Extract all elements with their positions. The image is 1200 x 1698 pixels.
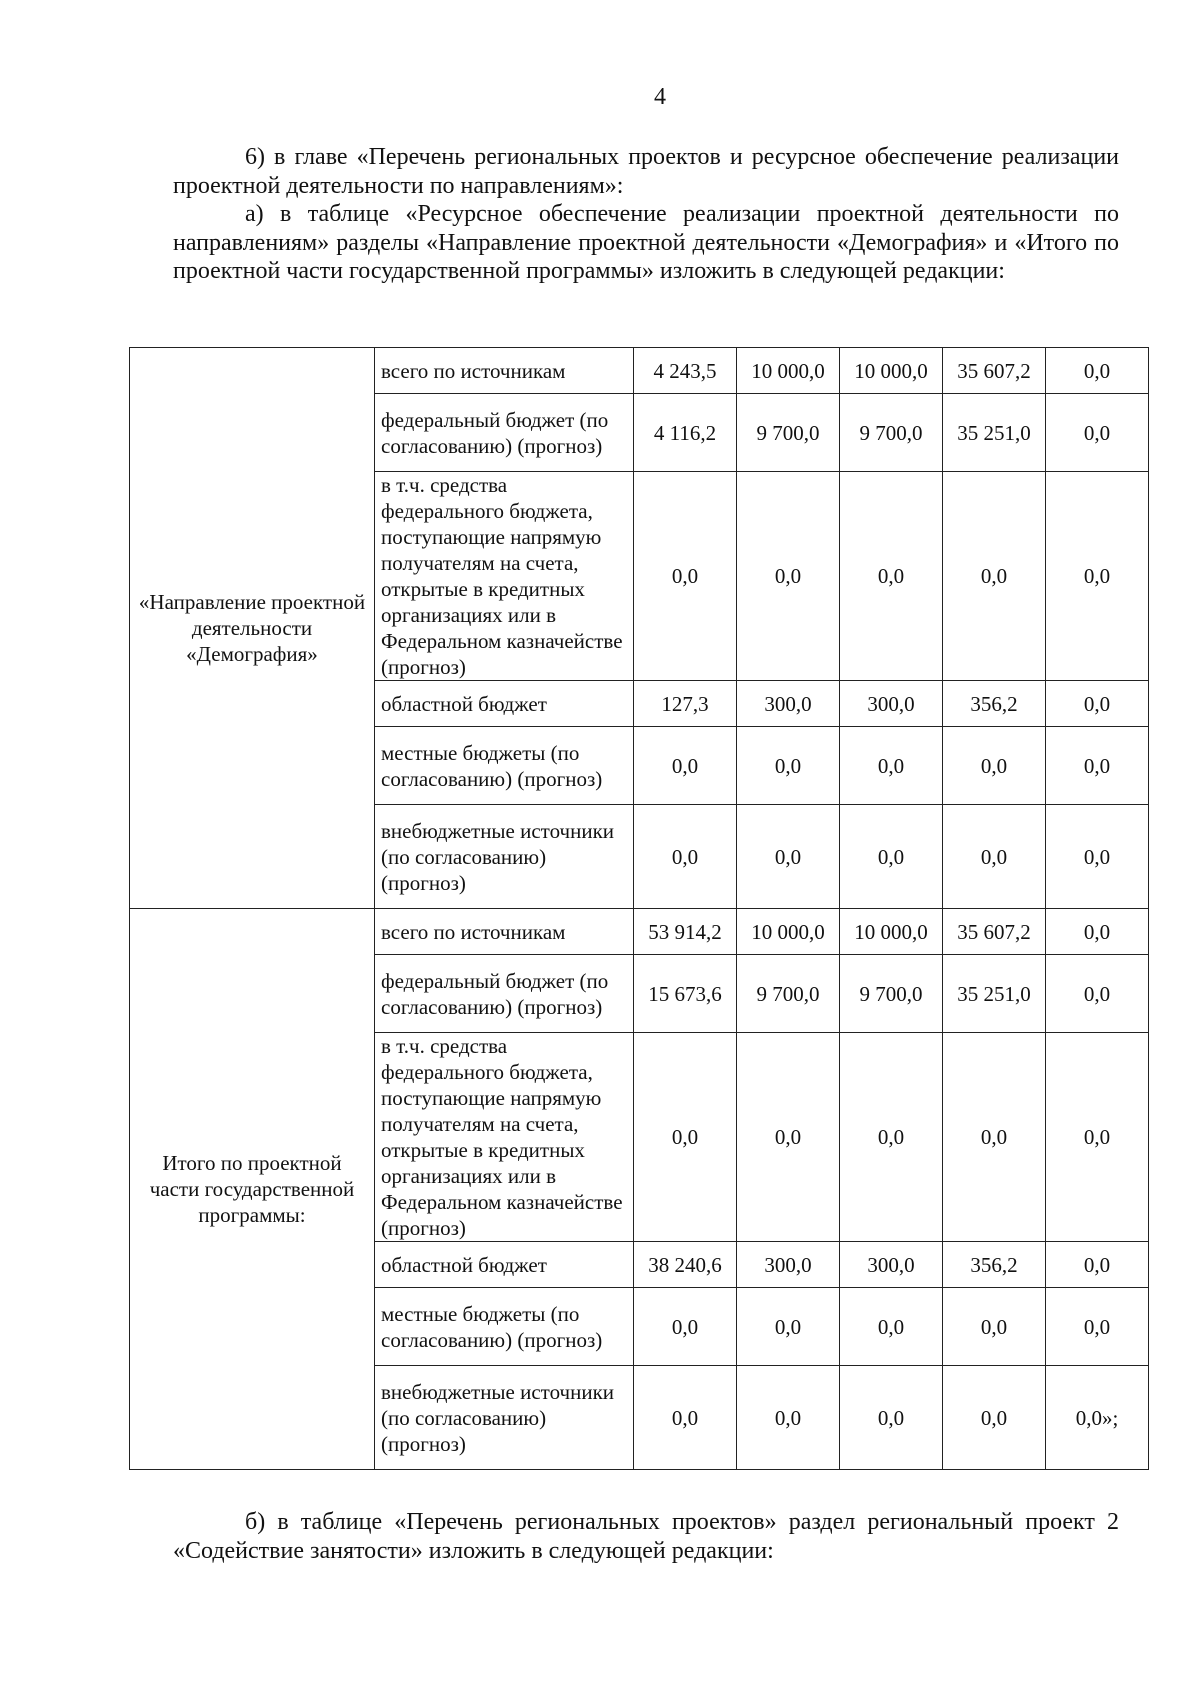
cell-value: 15 673,6 — [634, 955, 737, 1033]
cell-value: 0,0 — [840, 1033, 943, 1242]
cell-value: 0,0 — [840, 1288, 943, 1366]
cell-value: 10 000,0 — [840, 348, 943, 394]
cell-value: 300,0 — [737, 681, 840, 727]
cell-value: 0,0 — [737, 1033, 840, 1242]
cell-value: 0,0 — [943, 1366, 1046, 1470]
cell-value: 356,2 — [943, 1242, 1046, 1288]
cell-value: 38 240,6 — [634, 1242, 737, 1288]
cell-value: 300,0 — [840, 1242, 943, 1288]
cell-value: 0,0 — [943, 727, 1046, 805]
paragraph-table-amendment: а) в таблице «Ресурсное обеспечение реализации проектной деятельности по направлениям» разделы «Направление проектной деятельности «Демография» и «Итого по проектной части государственной программы» изложить в следующей редакции: — [173, 201, 1119, 284]
row-label: федеральный бюджет (по согласованию) (прогноз) — [375, 955, 634, 1033]
cell-value: 10 000,0 — [840, 909, 943, 955]
row-label: в т.ч. средства федерального бюджета, поступающие напрямую получателям на счета, открытые в кредитных организациях или в Федеральном казначействе (прогноз) — [375, 1033, 634, 1242]
section-title: «Направление проектной деятельности «Демография» — [130, 348, 375, 909]
row-label: внебюджетные источники (по согласованию) (прогноз) — [375, 1366, 634, 1470]
row-label: в т.ч. средства федерального бюджета, поступающие напрямую получателям на счета, открытые в кредитных организациях или в Федеральном казначействе (прогноз) — [375, 472, 634, 681]
cell-value: 9 700,0 — [737, 955, 840, 1033]
cell-value: 0,0 — [1046, 394, 1149, 472]
cell-value: 0,0 — [943, 472, 1046, 681]
cell-value: 356,2 — [943, 681, 1046, 727]
cell-value: 0,0 — [737, 1288, 840, 1366]
paragraph-projects-amendment: б) в таблице «Перечень региональных проектов» раздел региональный проект 2 «Содействие занятости» изложить в следующей редакции: — [173, 1509, 1119, 1564]
closing-quote-mark: »; — [1101, 1405, 1119, 1430]
cell-value: 0,0 — [634, 472, 737, 681]
cell-value: 35 607,2 — [943, 909, 1046, 955]
row-label: местные бюджеты (по согласованию) (прогноз) — [375, 1288, 634, 1366]
row-label: федеральный бюджет (по согласованию) (прогноз) — [375, 394, 634, 472]
cell-value: 0,0 — [634, 727, 737, 805]
page-number: 4 — [654, 84, 666, 110]
cell-value: 35 251,0 — [943, 394, 1046, 472]
cell-value: 0,0 — [1046, 348, 1149, 394]
cell-value: 9 700,0 — [840, 394, 943, 472]
cell-value: 0,0 — [1046, 472, 1149, 681]
cell-value: 300,0 — [840, 681, 943, 727]
paragraph-chapter-amendment: 6) в главе «Перечень региональных проектов и ресурсное обеспечение реализации проектной деятельности по направлениям»: — [173, 144, 1119, 199]
cell-value: 0,0 — [1046, 727, 1149, 805]
cell-value: 10 000,0 — [737, 909, 840, 955]
cell-value: 0,0 — [634, 1288, 737, 1366]
cell-value: 35 251,0 — [943, 955, 1046, 1033]
cell-value: 0,0 — [840, 1366, 943, 1470]
cell-value: 0,0 — [1046, 1033, 1149, 1242]
cell-value: 0,0 — [1075, 1405, 1102, 1430]
section-title: Итого по проектной части государственной программы: — [130, 909, 375, 1470]
cell-value: 0,0 — [634, 805, 737, 909]
cell-value-last — [1046, 1366, 1149, 1470]
cell-value: 0,0 — [1046, 955, 1149, 1033]
cell-value: 0,0 — [840, 472, 943, 681]
cell-value: 0,0 — [737, 805, 840, 909]
cell-value: 53 914,2 — [634, 909, 737, 955]
cell-value: 0,0 — [943, 805, 1046, 909]
cell-value: 300,0 — [737, 1242, 840, 1288]
table-row — [130, 909, 1149, 955]
cell-value: 9 700,0 — [737, 394, 840, 472]
cell-value: 127,3 — [634, 681, 737, 727]
cell-value: 0,0 — [737, 472, 840, 681]
section-demography — [130, 348, 1149, 909]
cell-value: 0,0 — [1046, 1288, 1149, 1366]
row-label: областной бюджет — [375, 1242, 634, 1288]
cell-value: 4 243,5 — [634, 348, 737, 394]
cell-value: 0,0 — [737, 727, 840, 805]
cell-value: 0,0 — [943, 1033, 1046, 1242]
cell-value: 9 700,0 — [840, 955, 943, 1033]
section-total — [130, 909, 1149, 1470]
cell-value: 4 116,2 — [634, 394, 737, 472]
table-row — [130, 348, 1149, 394]
cell-value: 0,0 — [1046, 681, 1149, 727]
cell-value: 0,0 — [1046, 805, 1149, 909]
cell-value: 35 607,2 — [943, 348, 1046, 394]
cell-value: 0,0 — [943, 1288, 1046, 1366]
cell-value: 0,0 — [1046, 1242, 1149, 1288]
cell-value: 0,0 — [1046, 909, 1149, 955]
row-label: всего по источникам — [375, 909, 634, 955]
resource-table — [129, 347, 1149, 1470]
row-label: местные бюджеты (по согласованию) (прогноз) — [375, 727, 634, 805]
cell-value: 10 000,0 — [737, 348, 840, 394]
cell-value: 0,0 — [634, 1033, 737, 1242]
cell-value: 0,0 — [840, 805, 943, 909]
row-label: всего по источникам — [375, 348, 634, 394]
cell-value: 0,0 — [737, 1366, 840, 1470]
row-label: внебюджетные источники (по согласованию) (прогноз) — [375, 805, 634, 909]
cell-value: 0,0 — [634, 1366, 737, 1470]
cell-value: 0,0 — [840, 727, 943, 805]
row-label: областной бюджет — [375, 681, 634, 727]
